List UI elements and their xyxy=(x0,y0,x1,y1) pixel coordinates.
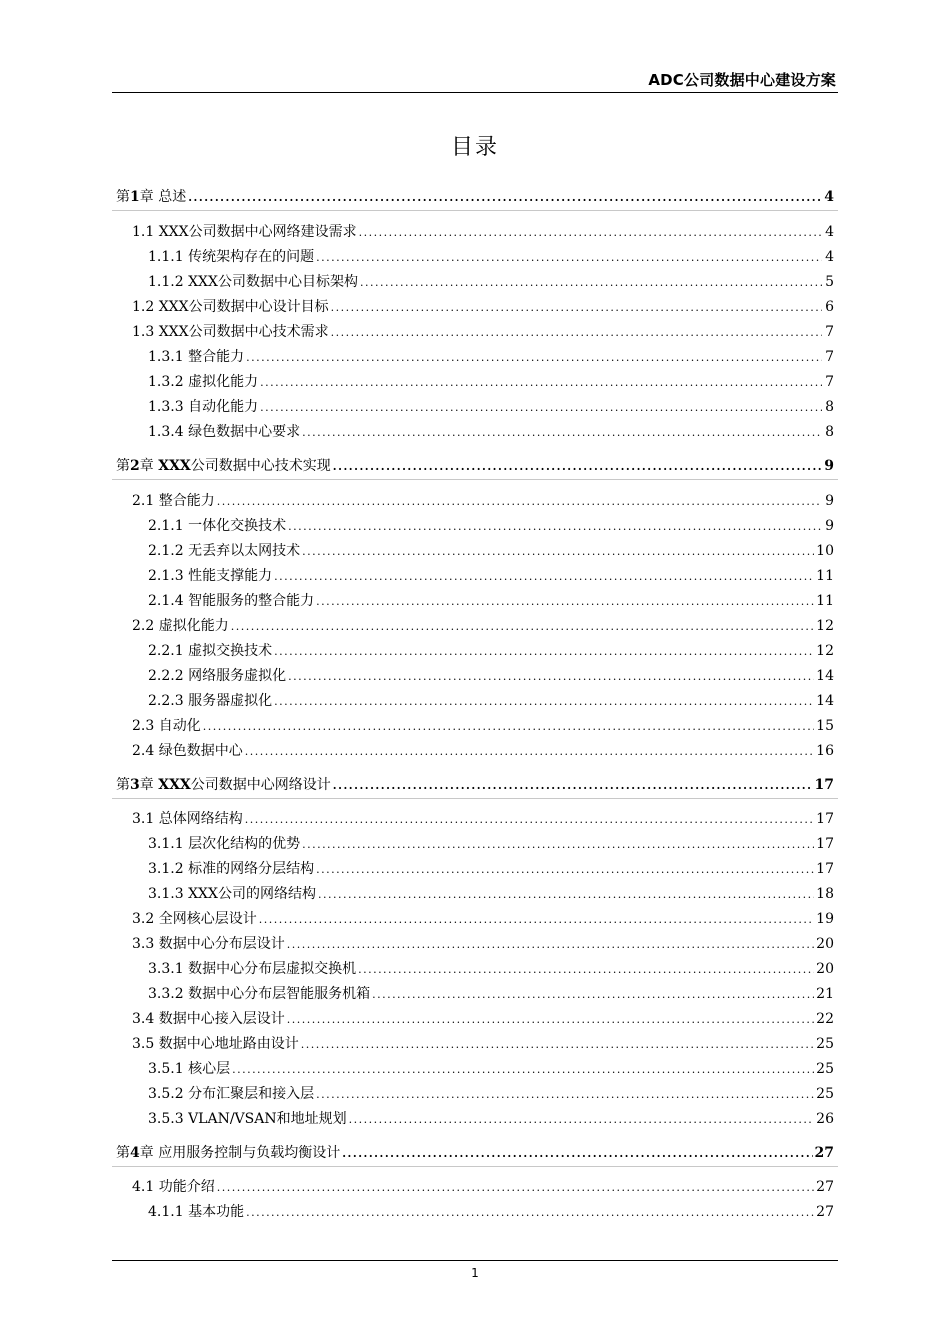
toc-entry[interactable] xyxy=(132,1008,834,1030)
dot-leader xyxy=(331,297,822,319)
toc-entry-label: 3.1 总体网络结构 xyxy=(132,811,243,827)
toc-entry-page: 21 xyxy=(816,986,834,1002)
toc-entry-page: 25 xyxy=(816,1061,834,1077)
toc-entry[interactable] xyxy=(148,690,834,712)
toc-entry-page: 12 xyxy=(816,618,834,634)
dot-leader xyxy=(274,641,814,663)
toc-entry-label: 2.3 自动化 xyxy=(132,718,201,734)
dot-leader xyxy=(302,834,814,856)
toc-entry[interactable] xyxy=(148,590,834,612)
toc-entry-label: 3.1.3 XXX公司的网络结构 xyxy=(148,886,316,902)
toc-entry-page: 22 xyxy=(816,1011,834,1027)
toc-entry-label: 3.5 数据中心地址路由设计 xyxy=(132,1036,299,1052)
toc-entry-label: 3.3 数据中心分布层设计 xyxy=(132,936,285,952)
toc-entry-page: 12 xyxy=(816,643,834,659)
toc-entry-page: 17 xyxy=(814,777,834,793)
toc-entry-page: 8 xyxy=(825,424,834,440)
toc-chapter-entry[interactable] xyxy=(116,186,834,208)
toc-entry-page: 27 xyxy=(814,1145,834,1161)
toc-entry[interactable] xyxy=(148,246,834,268)
dot-leader xyxy=(259,909,814,931)
toc-entry-page: 4 xyxy=(824,189,834,205)
toc-entry-page: 27 xyxy=(816,1204,834,1220)
toc-entry-label: 3.5.2 分布汇聚层和接入层 xyxy=(148,1086,315,1102)
toc-chapter-entry[interactable] xyxy=(116,1142,834,1164)
dot-leader xyxy=(316,1084,814,1106)
toc-entry-page: 7 xyxy=(825,374,834,390)
toc-entry-page: 16 xyxy=(816,743,834,759)
toc-entry-page: 20 xyxy=(816,936,834,952)
toc-entry-page: 9 xyxy=(825,493,834,509)
toc-chapter-entry[interactable] xyxy=(116,455,834,477)
toc-entry-label: 2.2.1 虚拟交换技术 xyxy=(148,643,273,659)
dot-leader xyxy=(302,541,814,563)
dot-leader xyxy=(217,491,822,513)
toc-entry-page: 25 xyxy=(816,1086,834,1102)
dot-leader xyxy=(246,347,822,369)
toc-entry-page: 14 xyxy=(816,693,834,709)
dot-leader xyxy=(360,272,822,294)
toc-entry[interactable] xyxy=(148,883,834,905)
dot-leader xyxy=(274,566,814,588)
toc-entry-label: 1.3 XXX公司数据中心技术需求 xyxy=(132,324,329,340)
toc-entry[interactable] xyxy=(132,221,834,243)
toc-entry-label: 3.3.1 数据中心分布层虚拟交换机 xyxy=(148,961,357,977)
toc-entry-label: 3.4 数据中心接入层设计 xyxy=(132,1011,285,1027)
toc-entry-label: 2.2 虚拟化能力 xyxy=(132,618,229,634)
dot-leader xyxy=(260,372,822,394)
toc-entry-page: 11 xyxy=(816,593,834,609)
toc-entry[interactable] xyxy=(148,565,834,587)
chapter-divider xyxy=(112,479,838,480)
toc-entry-label: 3.2 全网核心层设计 xyxy=(132,911,257,927)
toc-entry-page: 4 xyxy=(825,224,834,240)
toc-entry-page: 20 xyxy=(816,961,834,977)
toc-entry[interactable] xyxy=(148,640,834,662)
toc-entry-label: 1.1.1 传统架构存在的问题 xyxy=(148,249,315,265)
toc-entry[interactable] xyxy=(132,933,834,955)
toc-entry-label: 1.3.2 虚拟化能力 xyxy=(148,374,259,390)
toc-entry-label: 3.1.2 标准的网络分层结构 xyxy=(148,861,315,877)
toc-entry-label: 2.2.3 服务器虚拟化 xyxy=(148,693,273,709)
toc-entry[interactable] xyxy=(132,296,834,318)
dot-leader xyxy=(288,666,814,688)
toc-entry-page: 17 xyxy=(816,836,834,852)
toc-entry-page: 18 xyxy=(816,886,834,902)
dot-leader xyxy=(358,959,814,981)
dot-leader xyxy=(349,1109,815,1131)
toc-entry-page: 7 xyxy=(825,349,834,365)
dot-leader xyxy=(316,591,814,613)
dot-leader xyxy=(318,884,814,906)
toc-heading: 目录 xyxy=(450,135,499,160)
toc-entry-label: 3.3.2 数据中心分布层智能服务机箱 xyxy=(148,986,371,1002)
toc-entry[interactable] xyxy=(148,1201,834,1223)
dot-leader xyxy=(331,322,822,344)
toc-entry-page: 7 xyxy=(825,324,834,340)
toc-entry-page: 19 xyxy=(816,911,834,927)
dot-leader xyxy=(245,741,814,763)
toc-entry-label: 1.2 XXX公司数据中心设计目标 xyxy=(132,299,329,315)
toc-entry[interactable] xyxy=(132,808,834,830)
toc-entry-page: 26 xyxy=(816,1111,834,1127)
toc-entry-page: 6 xyxy=(825,299,834,315)
toc-entry[interactable] xyxy=(148,346,834,368)
toc-entry[interactable] xyxy=(148,1108,834,1130)
toc-entry[interactable] xyxy=(148,371,834,393)
dot-leader xyxy=(333,775,813,797)
dot-leader xyxy=(287,1009,814,1031)
toc-entry[interactable] xyxy=(148,665,834,687)
toc-entry-label: 第2章 XXX公司数据中心技术实现 xyxy=(116,458,331,474)
toc-entry[interactable] xyxy=(132,908,834,930)
toc-entry-label: 2.1.3 性能支撑能力 xyxy=(148,568,273,584)
toc-entry-page: 4 xyxy=(825,249,834,265)
dot-leader xyxy=(288,516,822,538)
dot-leader xyxy=(302,422,822,444)
toc-entry-page: 17 xyxy=(816,811,834,827)
toc-entry[interactable] xyxy=(148,421,834,443)
chapter-divider xyxy=(112,210,838,211)
dot-leader xyxy=(260,397,822,419)
toc-entry-label: 1.1.2 XXX公司数据中心目标架构 xyxy=(148,274,358,290)
toc-entry-page: 15 xyxy=(816,718,834,734)
toc-entry-label: 3.5.1 核心层 xyxy=(148,1061,231,1077)
dot-leader xyxy=(342,1143,812,1165)
dot-leader xyxy=(246,1202,814,1224)
dot-leader xyxy=(316,247,822,269)
toc-entry[interactable] xyxy=(132,1176,834,1198)
toc-entry-label: 2.1.2 无丢弃以太网技术 xyxy=(148,543,301,559)
toc-entry-label: 1.3.1 整合能力 xyxy=(148,349,245,365)
toc-entry-page: 25 xyxy=(816,1036,834,1052)
toc-entry-page: 14 xyxy=(816,668,834,684)
toc-entry-label: 第1章 总述 xyxy=(116,189,187,205)
dot-leader xyxy=(203,716,814,738)
toc-entry-label: 2.2.2 网络服务虚拟化 xyxy=(148,668,287,684)
toc-entry-page: 10 xyxy=(816,543,834,559)
toc-entry[interactable] xyxy=(148,1083,834,1105)
toc-entry-page: 11 xyxy=(816,568,834,584)
toc-chapter-entry[interactable] xyxy=(116,774,834,796)
toc-entry-label: 4.1.1 基本功能 xyxy=(148,1204,245,1220)
dot-leader xyxy=(217,1177,814,1199)
toc-entry[interactable] xyxy=(148,833,834,855)
toc-entry[interactable] xyxy=(132,1033,834,1055)
dot-leader xyxy=(316,859,814,881)
toc-entry-label: 1.3.4 绿色数据中心要求 xyxy=(148,424,301,440)
dot-leader xyxy=(372,984,814,1006)
toc-entry-page: 9 xyxy=(824,458,834,474)
toc-entry-label: 3.5.3 VLAN/VSAN和地址规划 xyxy=(148,1111,347,1127)
dot-leader xyxy=(301,1034,814,1056)
toc-entry[interactable] xyxy=(132,615,834,637)
dot-leader xyxy=(333,456,822,478)
toc-entry[interactable] xyxy=(132,321,834,343)
footer-divider xyxy=(112,1260,838,1261)
toc-entry[interactable] xyxy=(148,1058,834,1080)
toc-entry-page: 9 xyxy=(825,518,834,534)
chapter-divider xyxy=(112,798,838,799)
toc-entry[interactable] xyxy=(132,740,834,762)
toc-entry-label: 3.1.1 层次化结构的优势 xyxy=(148,836,301,852)
dot-leader xyxy=(232,1059,814,1081)
toc-entry-label: 1.3.3 自动化能力 xyxy=(148,399,259,415)
toc-entry-label: 2.1.4 智能服务的整合能力 xyxy=(148,593,315,609)
dot-leader xyxy=(359,222,822,244)
toc-entry[interactable] xyxy=(148,958,834,980)
toc-entry-label: 4.1 功能介绍 xyxy=(132,1179,215,1195)
chapter-divider xyxy=(112,1166,838,1167)
toc-entry-page: 5 xyxy=(825,274,834,290)
toc-entry[interactable] xyxy=(148,515,834,537)
toc-entry-page: 27 xyxy=(816,1179,834,1195)
toc-entry[interactable] xyxy=(148,271,834,293)
toc-entry[interactable] xyxy=(148,540,834,562)
toc-entry-page: 17 xyxy=(816,861,834,877)
toc-entry-label: 2.4 绿色数据中心 xyxy=(132,743,243,759)
toc-entry-label: 第3章 XXX公司数据中心网络设计 xyxy=(116,777,331,793)
toc-entry-label: 1.1 XXX公司数据中心网络建设需求 xyxy=(132,224,357,240)
toc-entry[interactable] xyxy=(148,858,834,880)
page-number: 1 xyxy=(471,1266,479,1280)
toc-entry-label: 2.1 整合能力 xyxy=(132,493,215,509)
toc-entry-label: 第4章 应用服务控制与负载均衡设计 xyxy=(116,1145,341,1161)
dot-leader xyxy=(245,809,814,831)
toc-entry[interactable] xyxy=(148,396,834,418)
toc-entry[interactable] xyxy=(148,983,834,1005)
toc-entry-label: 2.1.1 一体化交换技术 xyxy=(148,518,287,534)
dot-leader xyxy=(188,187,822,209)
dot-leader xyxy=(274,691,814,713)
toc-entry[interactable] xyxy=(132,490,834,512)
dot-leader xyxy=(231,616,814,638)
toc-entry[interactable] xyxy=(132,715,834,737)
dot-leader xyxy=(287,934,814,956)
toc-entry-page: 8 xyxy=(825,399,834,415)
document-title: ADC公司数据中心建设方案 xyxy=(648,71,836,89)
